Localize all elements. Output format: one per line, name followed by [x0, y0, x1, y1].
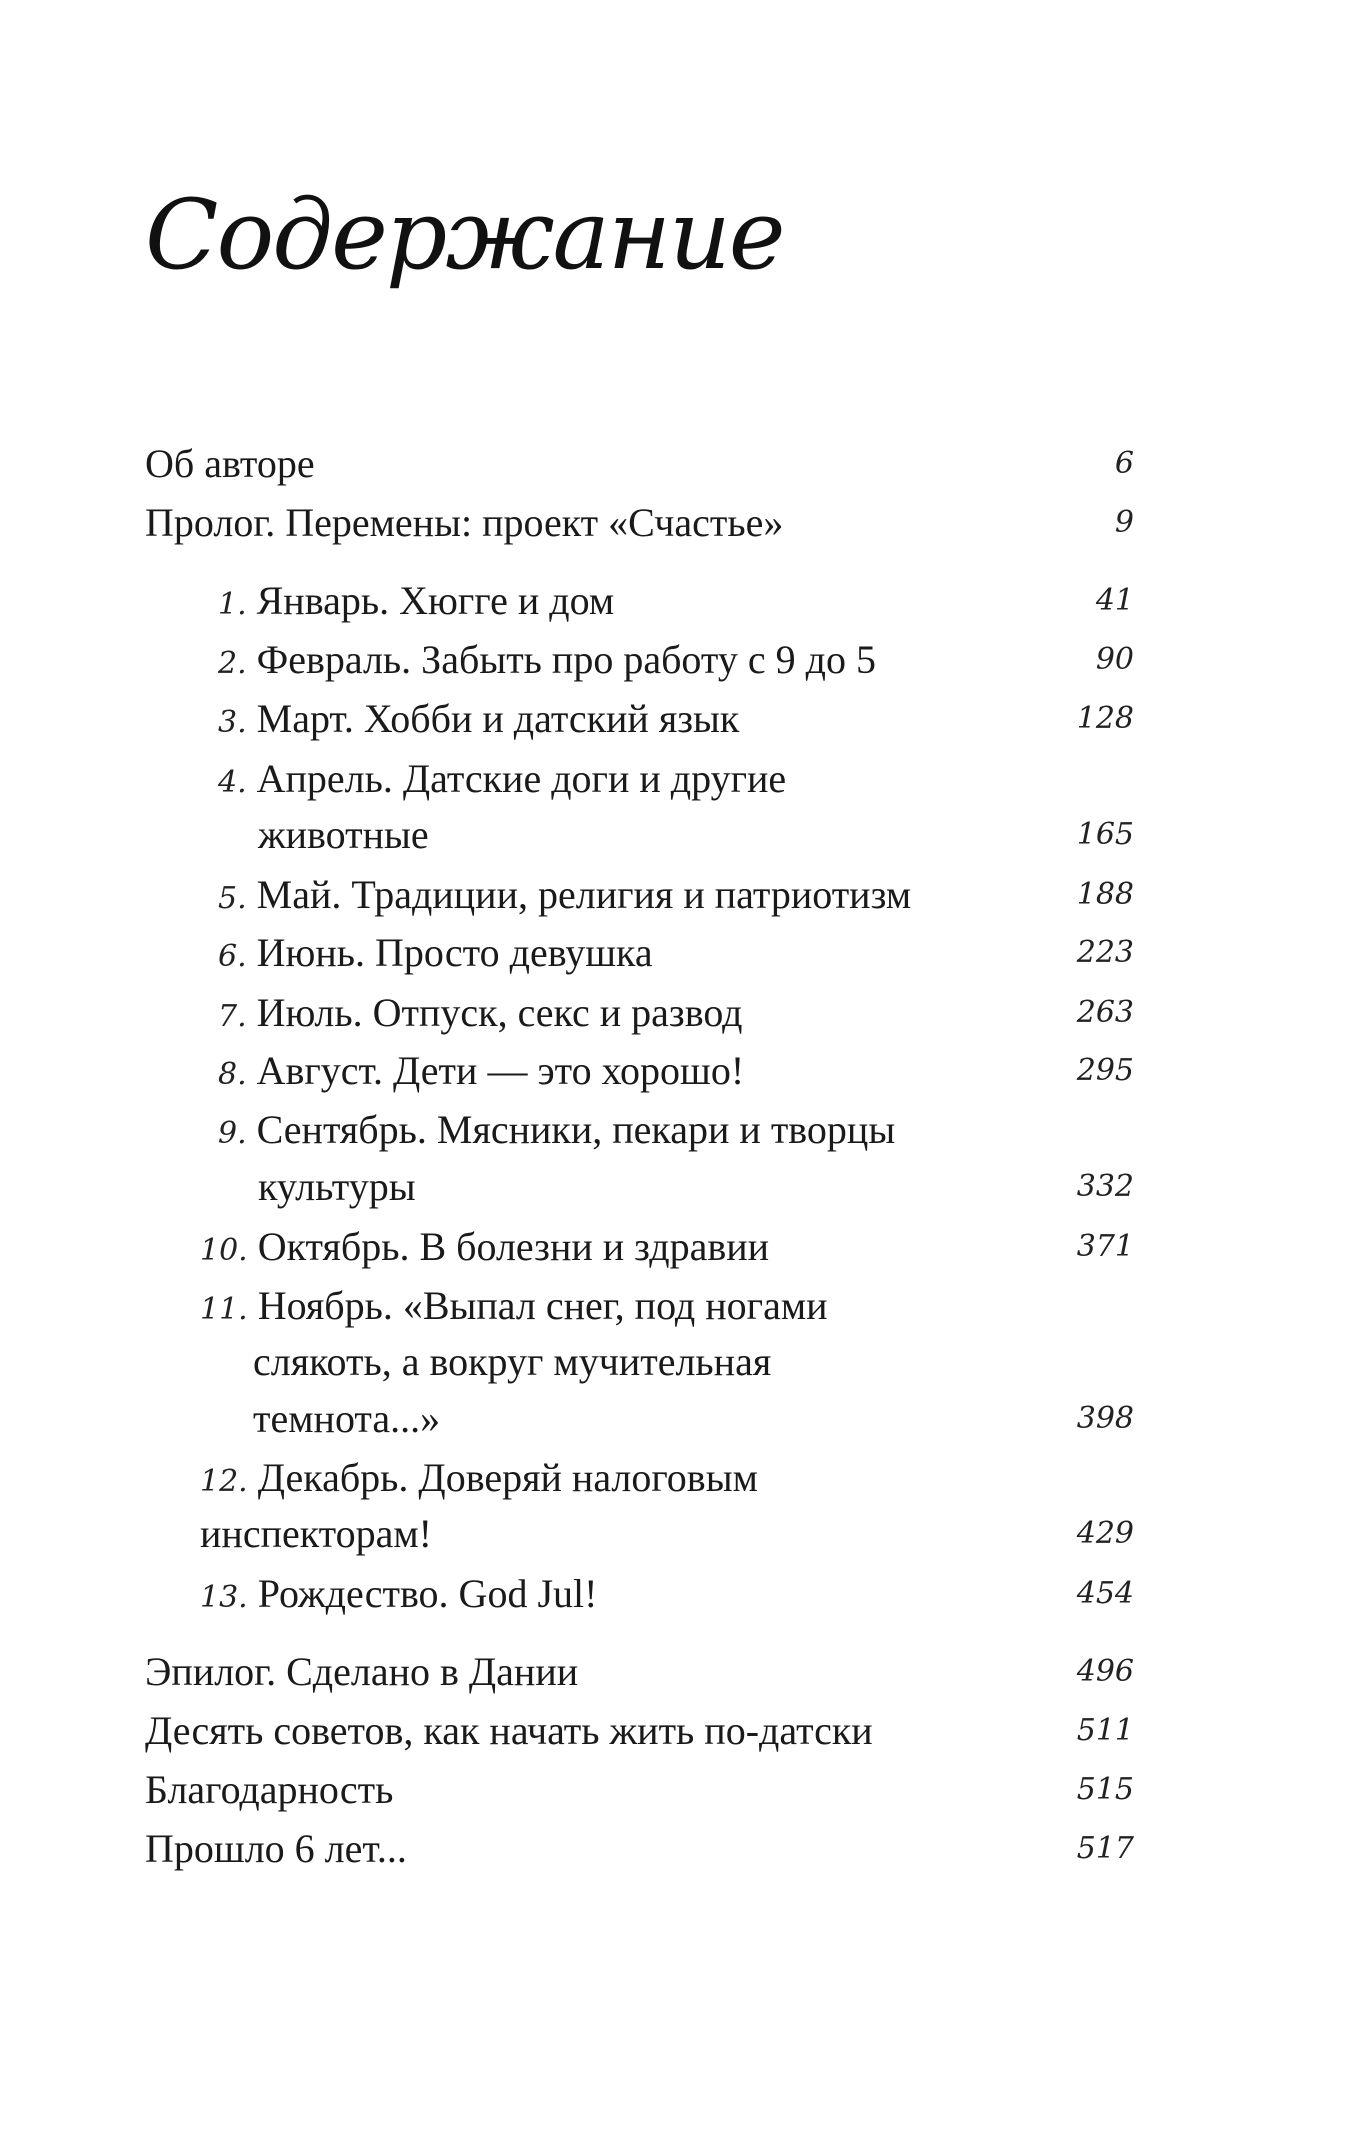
chapter-number: 8. [218, 1057, 247, 1092]
toc-entry-label: Август. Дети — это хорошо! [256, 1048, 745, 1093]
toc-entry-label: Эпилог. Сделано в Дании [145, 1649, 579, 1694]
toc-entry-label: Декабрь. Доверяй налоговым [257, 1455, 758, 1500]
toc-entry-label: Октябрь. В болезни и здравии [257, 1224, 770, 1269]
toc-entry-label-cont: инспекторам! [200, 1511, 432, 1556]
toc-page-number: 515 [1076, 1772, 1134, 1807]
toc-page-number: 223 [1076, 935, 1134, 970]
toc-page-number: 398 [1076, 1401, 1134, 1436]
toc-entry-label: Февраль. Забыть про работу с 9 до 5 [256, 637, 876, 682]
toc-entry-label: Май. Традиции, религия и патриотизм [256, 872, 912, 917]
toc-page-number: 454 [1076, 1576, 1134, 1611]
toc-page-number: 128 [1076, 701, 1134, 736]
toc-page-number: 188 [1076, 877, 1134, 912]
toc-page-number: 90 [1095, 642, 1134, 677]
toc-entry-label: Десять советов, как начать жить по-датски [145, 1708, 873, 1753]
toc-page-number: 263 [1076, 995, 1134, 1030]
toc-page-number: 517 [1076, 1831, 1134, 1866]
toc-entry-label-cont: темнота...» [253, 1396, 441, 1441]
toc-entry-label: Сентябрь. Мясники, пекари и творцы [256, 1107, 896, 1152]
toc-entry-label: Июнь. Просто девушка [256, 930, 653, 975]
toc-entry-label-cont: слякоть, а вокруг мучительная [253, 1339, 772, 1384]
toc-page-number: 295 [1076, 1053, 1134, 1088]
toc-entry-label: Январь. Хюгге и дом [256, 578, 615, 623]
toc-page-number: 332 [1076, 1169, 1134, 1204]
chapter-number: 10. [200, 1233, 248, 1268]
toc-page-number: 429 [1076, 1516, 1134, 1551]
toc-entry-label: Март. Хобби и датский язык [256, 696, 740, 741]
toc-entry-label: Благодарность [145, 1767, 394, 1812]
chapter-number: 4. [218, 765, 247, 800]
chapter-number: 6. [218, 939, 247, 974]
chapter-number: 3. [218, 705, 247, 740]
chapter-number: 11. [200, 1292, 248, 1327]
toc-entry-label-cont: животные [258, 812, 429, 857]
chapter-number: 7. [218, 999, 247, 1034]
toc-entry-label-cont: культуры [258, 1164, 416, 1209]
toc-page-number: 165 [1076, 817, 1134, 852]
toc-entry-label: Ноябрь. «Выпал снег, под ногами [257, 1283, 828, 1328]
chapter-number: 1. [218, 587, 247, 622]
chapter-number: 5. [218, 881, 247, 916]
toc-entry-label: Пролог. Перемены: проект «Счастье» [145, 500, 784, 545]
toc-entry-label: Апрель. Датские доги и другие [256, 756, 787, 801]
toc-page-number: 9 [1114, 505, 1134, 540]
toc-page-number: 496 [1076, 1654, 1134, 1689]
chapter-number: 9. [218, 1116, 247, 1151]
toc-entry-label: Прошло 6 лет... [145, 1826, 407, 1871]
toc-page-number: 371 [1076, 1229, 1134, 1264]
chapter-number: 13. [200, 1580, 248, 1615]
toc-page-number: 6 [1114, 446, 1134, 481]
toc-page-number: 511 [1076, 1713, 1134, 1748]
toc-entry-label: Июль. Отпуск, секс и развод [256, 990, 743, 1035]
toc-entry-label: Рождество. God Jul! [257, 1571, 598, 1616]
page-title: Содержание [145, 179, 784, 291]
toc-page-number: 41 [1095, 583, 1134, 618]
chapter-number: 2. [218, 646, 247, 681]
chapter-number: 12. [200, 1464, 248, 1499]
toc-entry-label: Об авторе [145, 441, 315, 486]
